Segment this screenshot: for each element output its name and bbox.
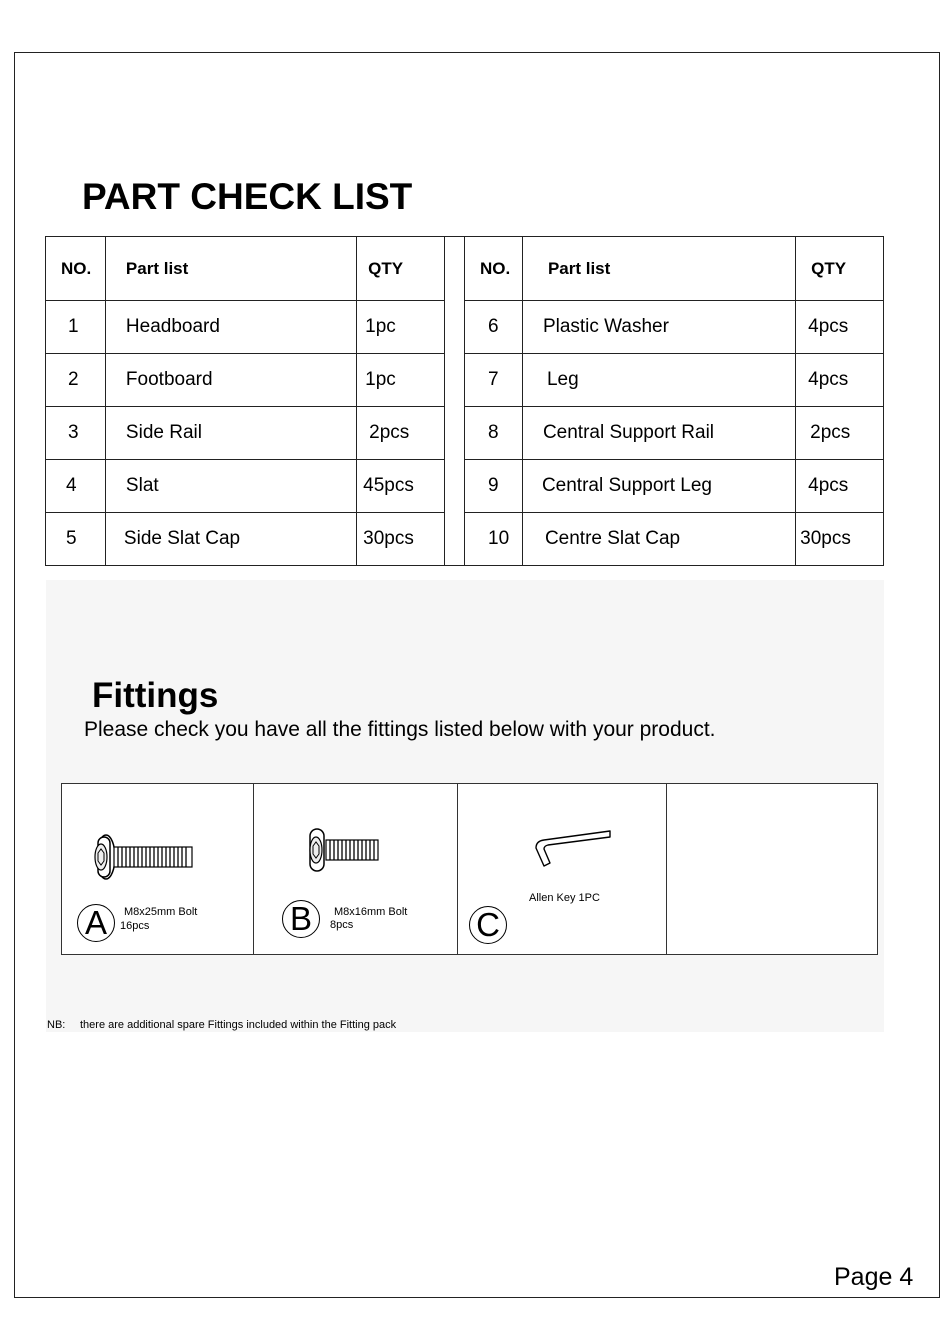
part-qty: 1pc (365, 316, 396, 337)
fitting-name: M8x16mm Bolt (334, 906, 408, 918)
part-name: Plastic Washer (542, 316, 669, 337)
bolt-short-icon (306, 826, 386, 876)
part-name: Side Rail (125, 422, 202, 443)
table-row (465, 301, 884, 354)
fitting-cell-a (62, 784, 254, 954)
header-no: NO. (61, 258, 92, 278)
fitting-cell-empty (667, 784, 877, 954)
part-no: 3 (68, 422, 79, 443)
part-name: Slat (125, 475, 159, 496)
fitting-letter-c: C (469, 906, 507, 944)
fittings-subtitle: Please check you have all the fittings listed below with your product. (84, 718, 716, 741)
bolt-long-icon (92, 826, 196, 886)
parts-table-left (45, 236, 445, 566)
table-row (46, 301, 445, 354)
part-qty: 30pcs (800, 528, 851, 549)
part-qty: 1pc (365, 369, 396, 390)
table-row (46, 460, 445, 513)
part-qty: 4pcs (808, 316, 849, 337)
part-no: 7 (488, 369, 499, 390)
part-no: 5 (66, 528, 77, 549)
part-name: Central Support Rail (542, 422, 715, 443)
table-divider (444, 236, 464, 566)
part-name: Footboard (125, 369, 213, 390)
part-name: Headboard (125, 316, 220, 337)
part-qty: 4pcs (808, 369, 849, 390)
part-name: Side Slat Cap (123, 528, 241, 549)
table-row (465, 407, 884, 460)
table-row (46, 513, 445, 566)
part-no: 10 (488, 528, 510, 549)
fitting-qty: 8pcs (330, 919, 354, 931)
part-qty: 2pcs (810, 422, 851, 443)
note-label: NB: (47, 1019, 66, 1031)
fittings-grid (61, 783, 878, 955)
fittings-title: Fittings (92, 676, 219, 715)
part-no: 2 (68, 369, 79, 390)
note-text: there are additional spare Fittings included within the Fitting pack (80, 1019, 397, 1031)
fitting-name: Allen Key 1PC (529, 892, 600, 904)
table-row (465, 513, 884, 566)
fitting-letter-b: B (282, 900, 320, 938)
fitting-cell-b (254, 784, 458, 954)
header-part: Part list (547, 258, 611, 278)
table-row (46, 354, 445, 407)
fitting-name: M8x25mm Bolt (124, 906, 198, 918)
header-part: Part list (125, 258, 189, 278)
part-name: Central Support Leg (541, 475, 712, 496)
table-row (465, 354, 884, 407)
fitting-qty: 16pcs (120, 920, 150, 932)
part-qty: 2pcs (369, 422, 410, 443)
part-qty: 4pcs (808, 475, 849, 496)
part-name: Centre Slat Cap (544, 528, 681, 549)
part-no: 6 (488, 316, 499, 337)
parts-table-right (464, 236, 884, 566)
header-qty: QTY (811, 258, 847, 278)
header-no: NO. (480, 258, 511, 278)
table-header-row (46, 237, 445, 301)
part-no: 4 (66, 475, 77, 496)
part-no: 1 (68, 316, 79, 337)
header-qty: QTY (368, 258, 404, 278)
part-no: 8 (488, 422, 499, 443)
table-header-row (465, 237, 884, 301)
table-row (465, 460, 884, 513)
page-number: Page 4 (834, 1263, 914, 1291)
part-qty: 45pcs (363, 475, 414, 496)
note (47, 1019, 396, 1031)
fitting-cell-c (458, 784, 667, 954)
part-no: 9 (488, 475, 499, 496)
allen-key-icon (522, 826, 614, 876)
part-qty: 30pcs (363, 528, 414, 549)
table-row (46, 407, 445, 460)
part-name: Leg (546, 369, 579, 390)
fitting-letter-a: A (77, 904, 115, 942)
page-title: PART CHECK LIST (82, 176, 413, 217)
